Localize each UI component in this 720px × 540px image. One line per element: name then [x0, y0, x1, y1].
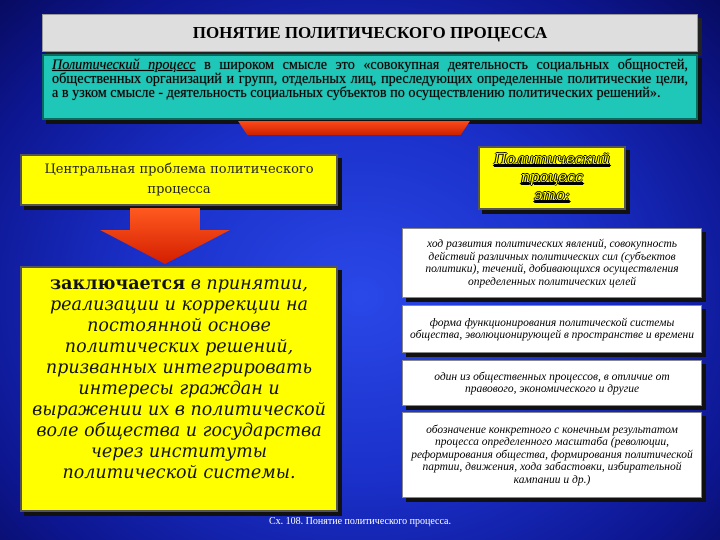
item-text: один из общественных процессов, в отличие от правового, экономического и другие [434, 370, 670, 395]
central-problem-text: Центральная проблема политического процесса [44, 162, 314, 197]
down-arrow-icon [100, 208, 230, 264]
item-text: ход развития политических явлений, совокупность действий различных политических сил (субъектов политики), течений, добивающихся осуществления определенных политических целей [425, 238, 679, 288]
page-title: ПОНЯТИЕ ПОЛИТИЧЕСКОГО ПРОЦЕССА [42, 14, 698, 52]
definition-item-3 [402, 360, 702, 406]
main-lead-word: заключается [49, 274, 186, 294]
connector-bar [238, 121, 470, 135]
main-explanation-box [20, 266, 338, 512]
central-problem-box [20, 154, 338, 206]
definition-item-2 [402, 305, 702, 353]
definition-term: Политический процесс [52, 57, 196, 73]
definition-item-4 [402, 412, 702, 498]
process-box-line1: Политический процесс [493, 152, 611, 186]
item-text: обозначение конкретного с конечным результатом процесса определенного масштаба (революции, реформирования общества, формирования политической партии, движения, хода забастовки, избирательной кампании и др.) [411, 423, 693, 486]
figure-caption: Сх. 108. Понятие политического процесса. [269, 516, 451, 527]
definition-text: в широком смысле это «совокупная деятельность социальных общностей, общественных организаций и групп, отдельных лиц, преследующих определенные политические цели, а в узком смысле - деятельность социальных субъектов по осуществлению политических решений». [52, 57, 688, 101]
definition-box [42, 54, 698, 120]
process-definition-box [478, 146, 626, 210]
main-rest-text: в принятии, реализации и коррекции на постоянной основе политических решений, призванных интегрировать интересы граждан и выражении их в политической воле общества и государства через институты политической системы. [32, 274, 326, 483]
process-box-line2: это: [534, 188, 570, 204]
item-text: форма функционирования политической системы общества, эволюционирующей в пространстве и времени [409, 316, 695, 341]
definition-item-1 [402, 228, 702, 298]
